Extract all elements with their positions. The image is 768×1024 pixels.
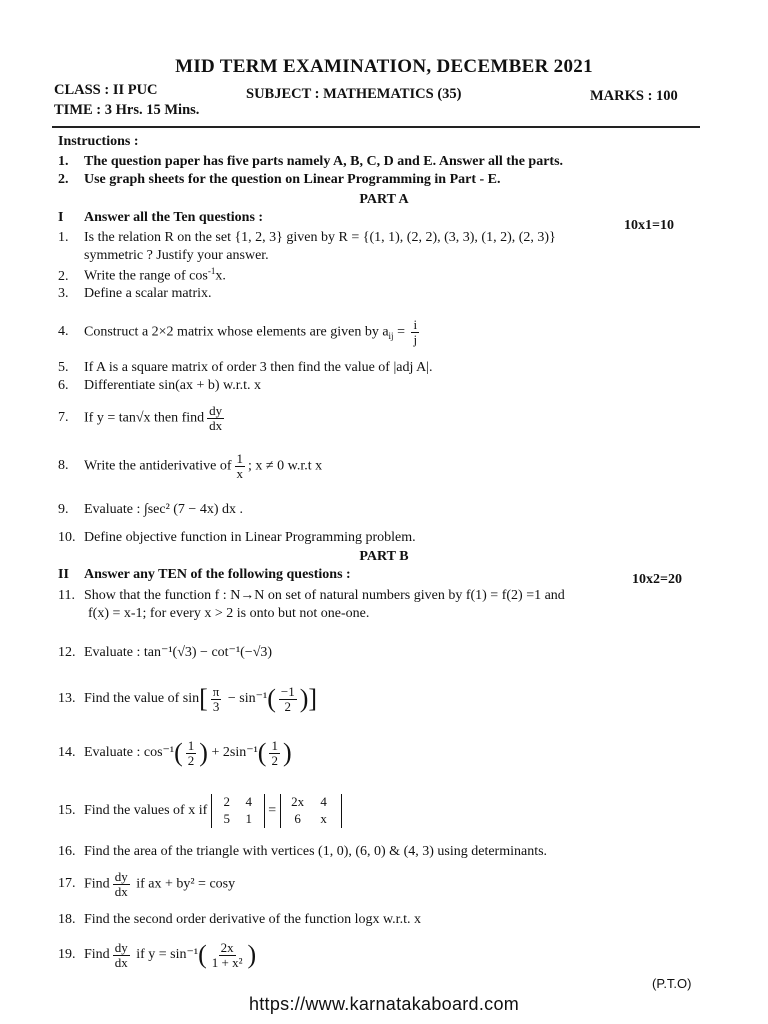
det-cell: 4 <box>320 794 327 809</box>
fraction <box>113 941 130 969</box>
question-8 <box>58 452 322 480</box>
subscript: ij <box>388 331 394 342</box>
question-14 <box>58 738 292 768</box>
question-number: 15. <box>58 803 76 819</box>
denominator: 2 <box>284 698 292 714</box>
fraction <box>186 739 197 767</box>
question-text: Construct a 2×2 matrix whose elements are given by a <box>84 324 389 340</box>
bracket: ) <box>247 940 257 969</box>
question-text: Evaluate : cos⁻¹ <box>84 745 175 761</box>
bracket: ) <box>199 738 208 767</box>
denominator: dx <box>114 954 128 970</box>
det-cell: 6 <box>294 810 301 826</box>
question-6 <box>58 378 261 394</box>
fraction <box>269 739 280 767</box>
question-text: If A is a square matrix of order 3 then find the value of |adj A|. <box>84 360 433 375</box>
fraction <box>211 685 222 713</box>
question-number: 7. <box>58 410 69 426</box>
question-4 <box>58 318 422 346</box>
question-number: 16. <box>58 844 76 859</box>
instruction-item <box>58 154 563 170</box>
part-a-title: PART A <box>359 192 409 207</box>
numerator: 2x <box>220 939 234 955</box>
question-17 <box>58 870 235 898</box>
question-text-tail: if ax + by² = cosy <box>132 876 236 892</box>
question-12 <box>58 644 272 661</box>
fraction <box>279 685 297 713</box>
question-text-mid: if y = sin⁻¹ <box>132 947 199 963</box>
instruction-number: 1. <box>58 154 69 169</box>
question-number: 3. <box>58 286 69 301</box>
part-b-marks: 10x2=20 <box>632 572 682 587</box>
question-number: 9. <box>58 502 69 517</box>
class-label: CLASS : II PUC <box>54 82 158 98</box>
question-number: 4. <box>58 324 69 340</box>
denominator: 2 <box>187 752 195 768</box>
time-label: TIME : 3 Hrs. 15 Mins. <box>54 102 200 118</box>
section-i-heading <box>58 210 263 226</box>
determinant-right <box>280 794 342 828</box>
question-number: 8. <box>58 458 69 474</box>
denominator: 2 <box>271 752 278 768</box>
section-number: I <box>58 210 64 225</box>
question-text-mid: + 2sin⁻¹ <box>207 745 258 761</box>
det-cell: x <box>320 810 327 826</box>
question-text: Show that the function f : N→N on set of natural numbers given by f(1) = f(2) =1 and <box>84 588 565 603</box>
question-number: 17. <box>58 876 76 892</box>
numerator: π <box>212 683 220 699</box>
bracket: [ <box>199 684 208 713</box>
det-cell: 2 <box>223 794 231 809</box>
question-text-tail: x. <box>215 268 226 284</box>
numerator: 1 <box>271 737 278 753</box>
question-number: 1. <box>58 230 69 245</box>
section-ii-heading <box>58 567 351 583</box>
bracket: )] <box>299 684 318 713</box>
question-2 <box>58 266 226 285</box>
question-9 <box>58 502 243 518</box>
question-text: Find <box>84 876 110 892</box>
question-18 <box>58 912 421 928</box>
instruction-number: 2. <box>58 172 69 187</box>
numerator: i <box>413 317 418 332</box>
fraction <box>411 318 419 346</box>
question-5 <box>58 360 433 376</box>
question-11 <box>58 588 565 604</box>
question-number: 6. <box>58 378 69 393</box>
question-text: If y = tan√x then find <box>84 410 205 426</box>
fraction <box>207 404 224 432</box>
exam-title: MID TERM EXAMINATION, DECEMBER 2021 <box>175 56 593 77</box>
det-cell: 5 <box>223 810 231 826</box>
question-number: 12. <box>58 645 76 660</box>
question-number: 5. <box>58 360 69 375</box>
denominator: dx <box>114 883 128 899</box>
part-a-marks: 10x1=10 <box>624 218 674 233</box>
question-text: Evaluate : tan⁻¹(√3) − cot⁻¹(−√3) <box>84 645 273 660</box>
question-text: Find the second order derivative of the function logx w.r.t. x <box>84 912 421 927</box>
question-11-cont: f(x) = x-1; for every x > 2 is onto but not one-one. <box>88 606 370 621</box>
question-text: Find <box>84 947 110 963</box>
question-13 <box>58 684 317 714</box>
question-number: 10. <box>58 530 76 545</box>
instruction-item <box>58 172 501 188</box>
numerator: 1 <box>236 451 244 466</box>
marks-label: MARKS : 100 <box>590 88 678 104</box>
question-text-tail: ; x ≠ 0 w.r.t x <box>248 458 323 474</box>
denominator: 1 + x² <box>211 954 243 970</box>
question-number: 14. <box>58 745 76 761</box>
question-10 <box>58 530 416 546</box>
bracket: ( <box>257 738 267 767</box>
question-text: Differentiate sin(ax + b) w.r.t. x <box>84 378 262 393</box>
bracket: ) <box>282 738 292 767</box>
equals-sign: = <box>268 803 277 819</box>
question-number: 18. <box>58 912 76 927</box>
question-number: 11. <box>58 588 75 603</box>
determinant-left <box>211 794 265 828</box>
subject-label: SUBJECT : MATHEMATICS (35) <box>246 86 462 102</box>
question-text: Find the values of x if <box>84 803 208 819</box>
fraction <box>210 941 245 969</box>
numerator: dy <box>209 403 223 418</box>
question-text: Find the value of sin <box>84 691 200 707</box>
question-19 <box>58 940 256 970</box>
section-text: Answer all the Ten questions : <box>84 210 264 225</box>
det-cell: 4 <box>245 794 253 809</box>
denominator: j <box>413 331 418 347</box>
question-text-mid: − sin⁻¹ <box>224 691 268 707</box>
question-15 <box>58 794 342 828</box>
equals-sign: = <box>393 324 409 340</box>
question-text: Write the range of cos <box>84 268 208 284</box>
instruction-text: Use graph sheets for the question on Linear Programming in Part - E. <box>84 172 501 187</box>
footer-url[interactable]: https://www.karnatakaboard.com <box>248 994 520 1014</box>
section-number: II <box>58 567 69 582</box>
numerator: dy <box>114 869 128 884</box>
instructions-heading: Instructions : <box>58 134 139 149</box>
fraction <box>235 452 246 480</box>
fraction <box>113 870 130 898</box>
question-number: 13. <box>58 691 76 707</box>
det-cell: 1 <box>245 810 253 826</box>
section-text: Answer any TEN of the following questions : <box>84 567 351 582</box>
question-number: 19. <box>58 947 76 963</box>
question-text: Is the relation R on the set {1, 2, 3} given by R = {(1, 1), (2, 2), (3, 3), (1, 2), (2, 3)} <box>84 230 556 245</box>
question-text: Define objective function in Linear Programming problem. <box>84 530 416 545</box>
question-1-cont: symmetric ? Justify your answer. <box>84 248 269 263</box>
question-text: Write the antiderivative of <box>84 458 232 474</box>
question-text: Define a scalar matrix. <box>84 286 212 301</box>
numerator: dy <box>114 939 128 955</box>
numerator: −1 <box>280 683 295 699</box>
bracket: ( <box>198 940 207 969</box>
denominator: dx <box>209 417 223 433</box>
question-16 <box>58 844 547 860</box>
question-text: Evaluate : ∫sec² (7 − 4x) dx . <box>84 502 243 517</box>
question-3 <box>58 286 212 302</box>
header-rule <box>52 126 700 128</box>
question-7 <box>58 404 227 432</box>
superscript: -1 <box>207 266 216 276</box>
numerator: 1 <box>187 737 195 753</box>
instruction-text: The question paper has five parts namely A, B, C, D and E. Answer all the parts. <box>84 154 564 169</box>
denominator: x <box>236 465 244 481</box>
denominator: 3 <box>212 698 220 714</box>
bracket: ( <box>267 684 276 713</box>
pto-label: (P.T.O) <box>652 976 692 991</box>
question-1 <box>58 230 556 246</box>
det-cell: 2x <box>291 794 305 809</box>
bracket: ( <box>174 738 183 767</box>
question-number: 2. <box>58 268 69 284</box>
part-b-title: PART B <box>359 549 409 564</box>
question-text: Find the area of the triangle with vertices (1, 0), (6, 0) & (4, 3) using determinants. <box>84 844 548 859</box>
